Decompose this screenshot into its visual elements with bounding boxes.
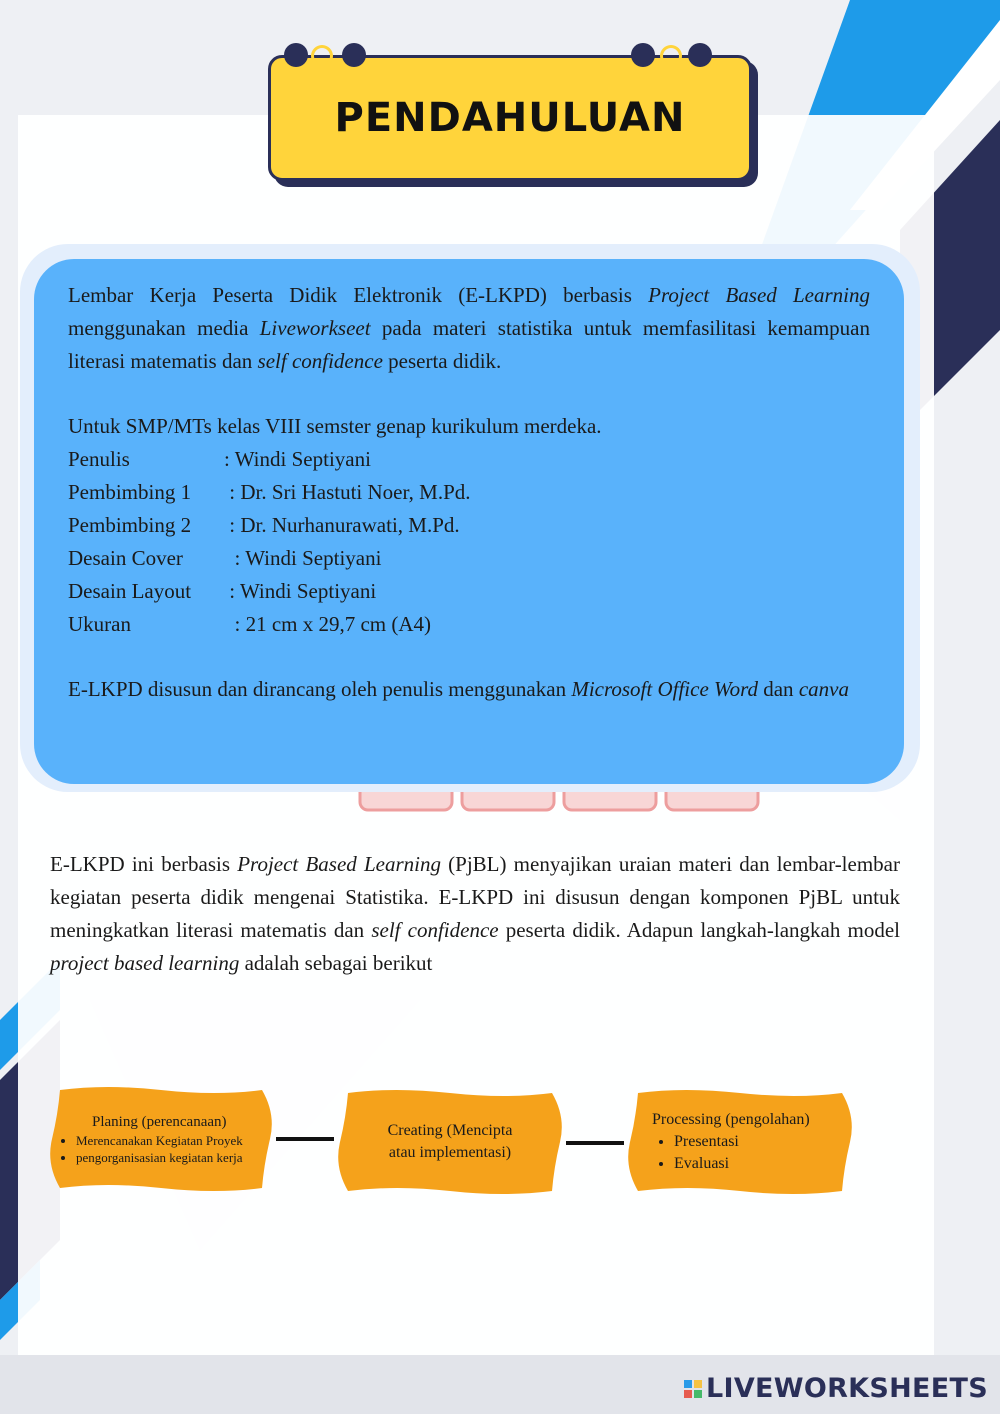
binder-ring-icon — [688, 43, 712, 67]
step-connector — [276, 1137, 334, 1141]
step-item: • pengorganisasian kegiatan kerja — [76, 1149, 266, 1166]
credit-label: Pembimbing 2 — [68, 513, 192, 537]
credit-label: Pembimbing 1 — [68, 480, 192, 504]
step-item: • Presentasi — [674, 1131, 856, 1153]
step-item: • Evaluasi — [674, 1153, 856, 1175]
binder-ring-icon — [660, 45, 682, 67]
credit-label: Desain Layout — [68, 579, 192, 603]
credit-row — [68, 443, 870, 476]
binder-ring-icon — [342, 43, 366, 67]
title-card — [268, 55, 758, 187]
step-creating — [334, 1087, 566, 1197]
liveworksheets-logo-icon — [684, 1380, 702, 1398]
credit-row — [68, 542, 870, 575]
credit-value: : Windi Septiyani — [224, 447, 371, 471]
info-box — [34, 259, 904, 784]
credit-row — [68, 608, 870, 641]
step-item: • Merencanakan Kegiatan Proyek — [76, 1132, 266, 1149]
title-box — [268, 55, 752, 181]
audience-line: Untuk SMP/MTs kelas VIII semster genap kurikulum merdeka. — [68, 414, 602, 438]
credit-row — [68, 509, 870, 542]
step-title: Planing (perencanaan) — [92, 1113, 227, 1130]
tools-paragraph: E-LKPD disusun dan dirancang oleh penulis menggunakan Microsoft Office Word dan canva — [68, 677, 849, 701]
credit-value: : Dr. Nurhanurawati, M.Pd. — [224, 513, 460, 537]
credit-label: Desain Cover — [68, 546, 183, 570]
liveworksheets-logo — [684, 1373, 988, 1404]
body-paragraph: E-LKPD ini berbasis Project Based Learning (PjBL) menyajikan uraian materi dan lembar-lembar kegiatan peserta didik mengenai Statistika. E-LKPD ini disusun dengan komponen PjBL untuk meningkatkan literasi matematis dan self confidence peserta didik. Adapun langkah-langkah model project based learning adalah sebagai berikut — [50, 852, 900, 975]
step-title: Processing (pengolahan) — [652, 1111, 810, 1128]
credit-value: : 21 cm x 29,7 cm (A4) — [224, 612, 432, 636]
credit-value: : Windi Septiyani — [224, 546, 382, 570]
brand-name: LIVEWORKSHEETS — [705, 1373, 988, 1404]
credit-value: : Dr. Sri Hastuti Noer, M.Pd. — [224, 480, 471, 504]
binder-ring-icon — [631, 43, 655, 67]
step-connector — [566, 1141, 624, 1145]
credit-row — [68, 476, 870, 509]
intro-paragraph: Lembar Kerja Peserta Didik Elektronik (E-LKPD) berbasis Project Based Learning menggunakan media Liveworkseet pada materi statistika untuk memfasilitasi kemampuan literasi matematis dan self confidence peserta didik. — [68, 283, 871, 373]
binder-ring-icon — [284, 43, 308, 67]
step-processing — [624, 1087, 856, 1197]
credit-label: Penulis — [68, 447, 130, 471]
binder-ring-icon — [311, 45, 333, 67]
step-title: Creating (Mencipta — [387, 1122, 513, 1139]
credit-row — [68, 575, 870, 608]
credit-value: : Windi Septiyani — [224, 579, 377, 603]
step-subtitle: atau implementasi) — [388, 1144, 512, 1161]
step-planning — [46, 1084, 276, 1194]
credit-label: Ukuran — [68, 612, 131, 636]
page-title: PENDAHULUAN — [334, 95, 686, 141]
